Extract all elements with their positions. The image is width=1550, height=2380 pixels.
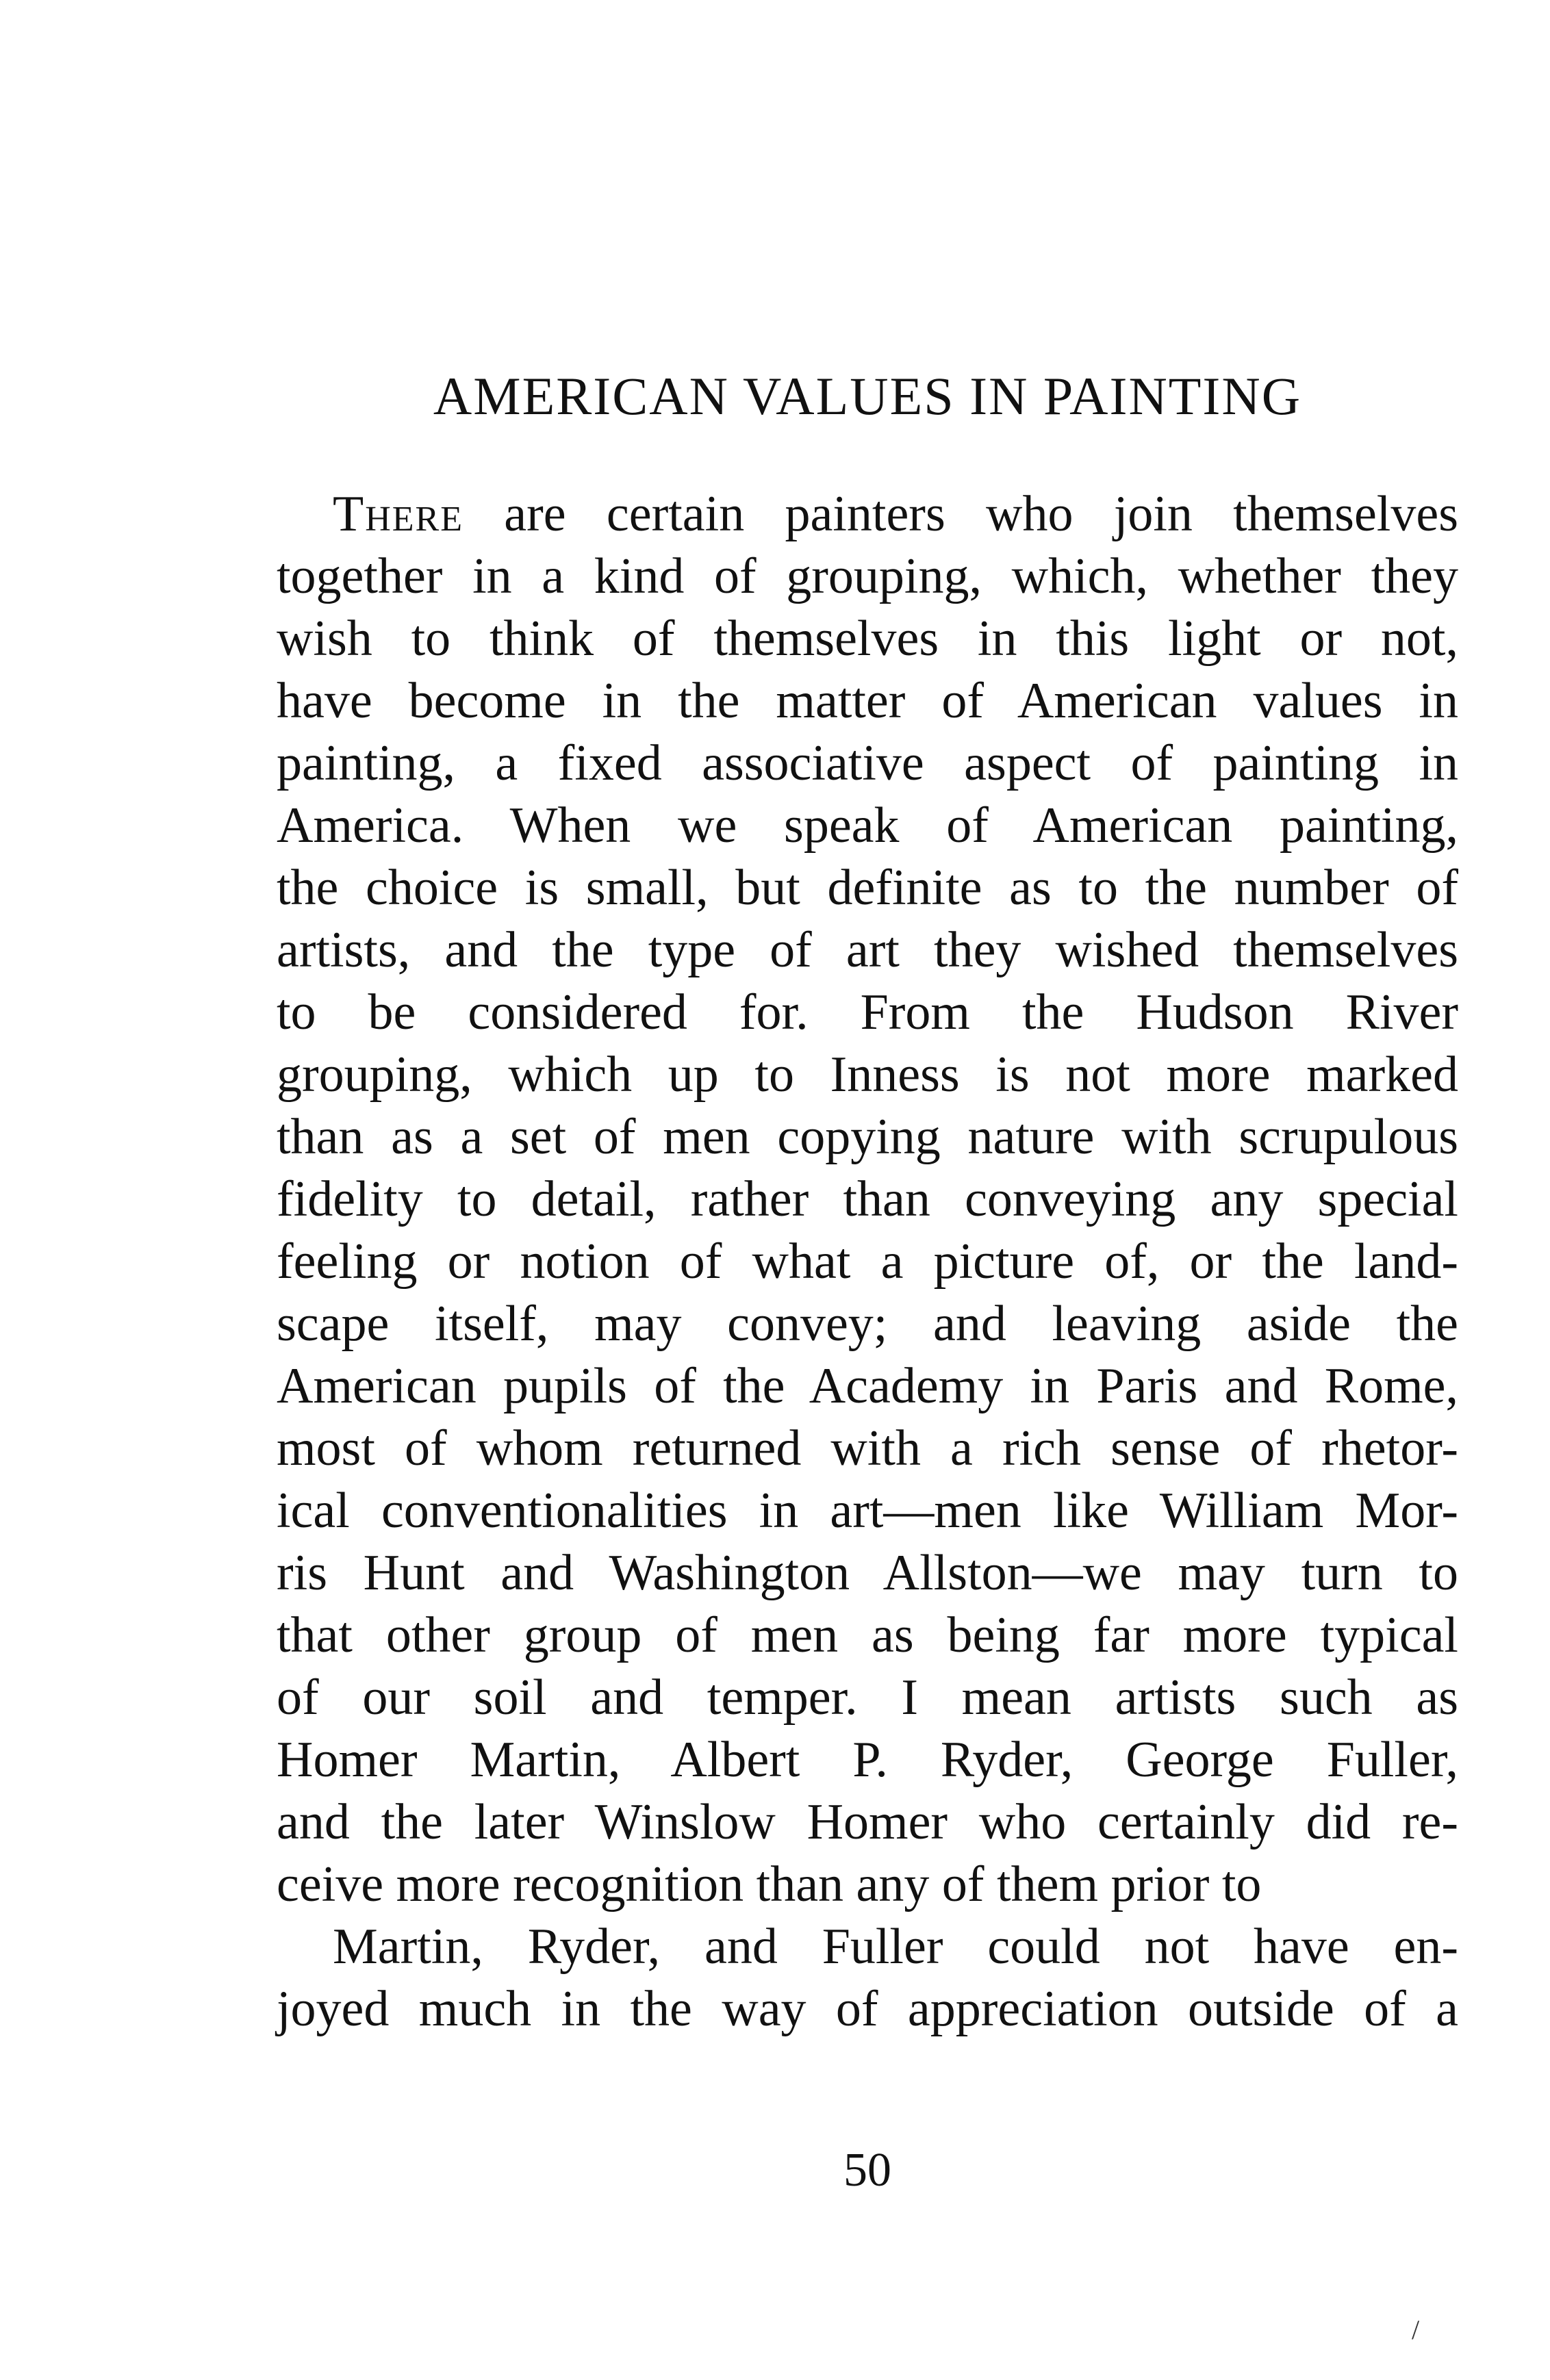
- text-line: that other group of men as being far more typical: [277, 1607, 1458, 1663]
- text-line: American pupils of the Academy in Paris and Rome,: [277, 1358, 1458, 1414]
- running-head: AMERICAN VALUES IN PAINTING: [433, 366, 1302, 426]
- text-line: Homer Martin, Albert P. Ryder, George Fuller,: [277, 1732, 1458, 1788]
- paragraph-2-line-1: Martin, Ryder, and Fuller could not have en-: [333, 1919, 1458, 1975]
- text-line: joyed much in the way of appreciation outside of a: [277, 1981, 1458, 2037]
- text-line: scape itself, may convey; and leaving aside the: [277, 1296, 1458, 1352]
- text-line: most of whom returned with a rich sense of rhetor-: [277, 1420, 1458, 1476]
- text-line: than as a set of men copying nature with scrupulous: [277, 1109, 1458, 1165]
- text-line: of our soil and temper. I mean artists such as: [277, 1669, 1458, 1726]
- text-line: painting, a fixed associative aspect of painting in: [277, 735, 1458, 791]
- text-line: the choice is small, but definite as to the number of: [277, 860, 1458, 916]
- page-number: 50: [843, 2144, 891, 2197]
- text-line: ical conventionalities in art—men like William Mor-: [277, 1483, 1458, 1539]
- text-line: America. When we speak of American painting,: [277, 797, 1458, 854]
- paragraph-1-line-1: [277, 483, 1458, 546]
- text-line: ceive more recognition than any of them prior to: [277, 1856, 1262, 1912]
- drop-word: There: [333, 486, 463, 542]
- stray-mark: /: [1412, 2314, 1420, 2345]
- text-line: wish to think of themselves in this light or not,: [277, 611, 1458, 667]
- text-line: feeling or notion of what a picture of, or the land-: [277, 1233, 1458, 1290]
- text-line: ris Hunt and Washington Allston—we may turn to: [277, 1545, 1458, 1601]
- body-text: [277, 483, 1458, 2040]
- text-line: fidelity to detail, rather than conveying any special: [277, 1171, 1458, 1227]
- text-line: and the later Winslow Homer who certainly did re-: [277, 1794, 1458, 1850]
- text-line: have become in the matter of American values in: [277, 673, 1458, 729]
- text-line: to be considered for. From the Hudson River: [277, 984, 1458, 1040]
- text-line: artists, and the type of art they wished themselves: [277, 922, 1458, 978]
- text-line: grouping, which up to Inness is not more marked: [277, 1047, 1458, 1103]
- text-line: together in a kind of grouping, which, whether they: [277, 548, 1458, 604]
- line-text: are certain painters who join themselves: [463, 486, 1458, 542]
